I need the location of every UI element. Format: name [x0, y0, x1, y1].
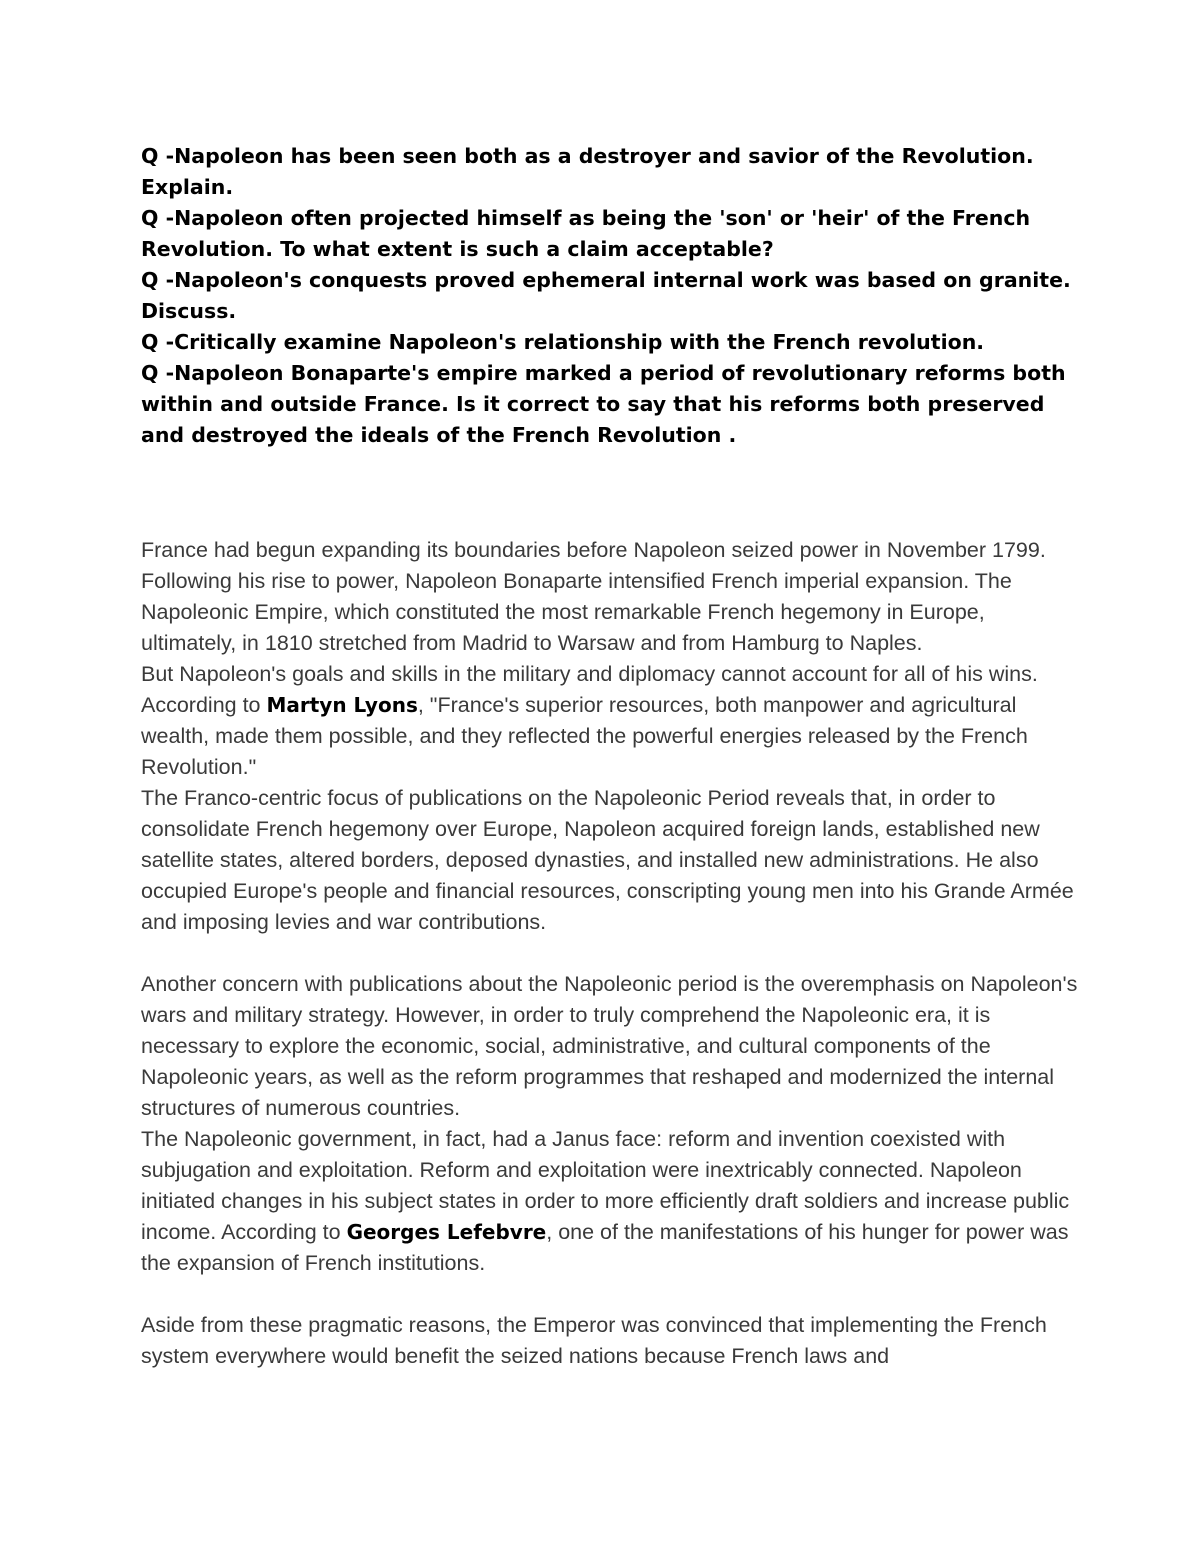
author-name-martyn-lyons: Martyn Lyons [266, 693, 418, 717]
question-3: Q -Napoleon's conquests proved ephemeral internal work was based on granite. Discuss. [141, 268, 1071, 323]
essay-body [141, 535, 1081, 1372]
paragraph-2 [141, 659, 1081, 783]
paragraph-4: Another concern with publications about the Napoleonic period is the overemphasis on Napoleon's wars and military strategy. However, in order to truly comprehend the Napoleonic era, it is necessary to explore the economic, social, administrative, and cultural components of the Napoleonic years, as well as the reform programmes that reshaped and modernized the internal structures of numerous countries. [141, 972, 1078, 1120]
questions-section [141, 141, 1081, 451]
paragraph-2-text-before: But Napoleon's goals and skills in the military and diplomacy cannot account for all of his wins. According to [141, 662, 1038, 717]
question-5: Q -Napoleon Bonaparte's empire marked a period of revolutionary reforms both within and outside France. Is it correct to say that his reforms both preserved and destroyed the ideals of the French Revolution . [141, 361, 1066, 447]
question-1: Q -Napoleon has been seen both as a destroyer and savior of the Revolution. Explain. [141, 144, 1034, 199]
author-name-georges-lefebvre: Georges Lefebvre [346, 1220, 547, 1244]
question-2: Q -Napoleon often projected himself as being the 'son' or 'heir' of the French Revolution. To what extent is such a claim acceptable? [141, 206, 1031, 261]
question-4: Q -Critically examine Napoleon's relationship with the French revolution. [141, 330, 985, 354]
paragraph-5-text-before: The Napoleonic government, in fact, had a Janus face: reform and invention coexisted with subjugation and exploitation. Reform and exploitation were inextricably connected. Napoleon initiated changes in his subject states in order to more efficiently draft soldiers and increase public income. According to [141, 1127, 1070, 1244]
paragraph-2-text-after: , "France's superior resources, both manpower and agricultural wealth, made them possible, and they reflected the powerful energies released by the French Revolution." [141, 693, 1028, 779]
paragraph-1: France had begun expanding its boundaries before Napoleon seized power in November 1799. Following his rise to power, Napoleon Bonaparte intensified French imperial expansion. The Napoleonic Empire, which constituted the most remarkable French hegemony in Europe, ultimately, in 1810 stretched from Madrid to Warsaw and from Hamburg to Naples. [141, 538, 1046, 655]
paragraph-6: Aside from these pragmatic reasons, the Emperor was convinced that implementing the French system everywhere would benefit the seized nations because French laws and [141, 1313, 1047, 1368]
paragraph-5 [141, 1124, 1081, 1279]
paragraph-5-text-after: , one of the manifestations of his hunger for power was the expansion of French institutions. [141, 1220, 1069, 1275]
paragraph-3: The Franco-centric focus of publications on the Napoleonic Period reveals that, in order to consolidate French hegemony over Europe, Napoleon acquired foreign lands, established new satellite states, altered borders, deposed dynasties, and installed new administrations. He also occupied Europe's people and financial resources, conscripting young men into his Grande Armée and imposing levies and war contributions. [141, 786, 1074, 934]
